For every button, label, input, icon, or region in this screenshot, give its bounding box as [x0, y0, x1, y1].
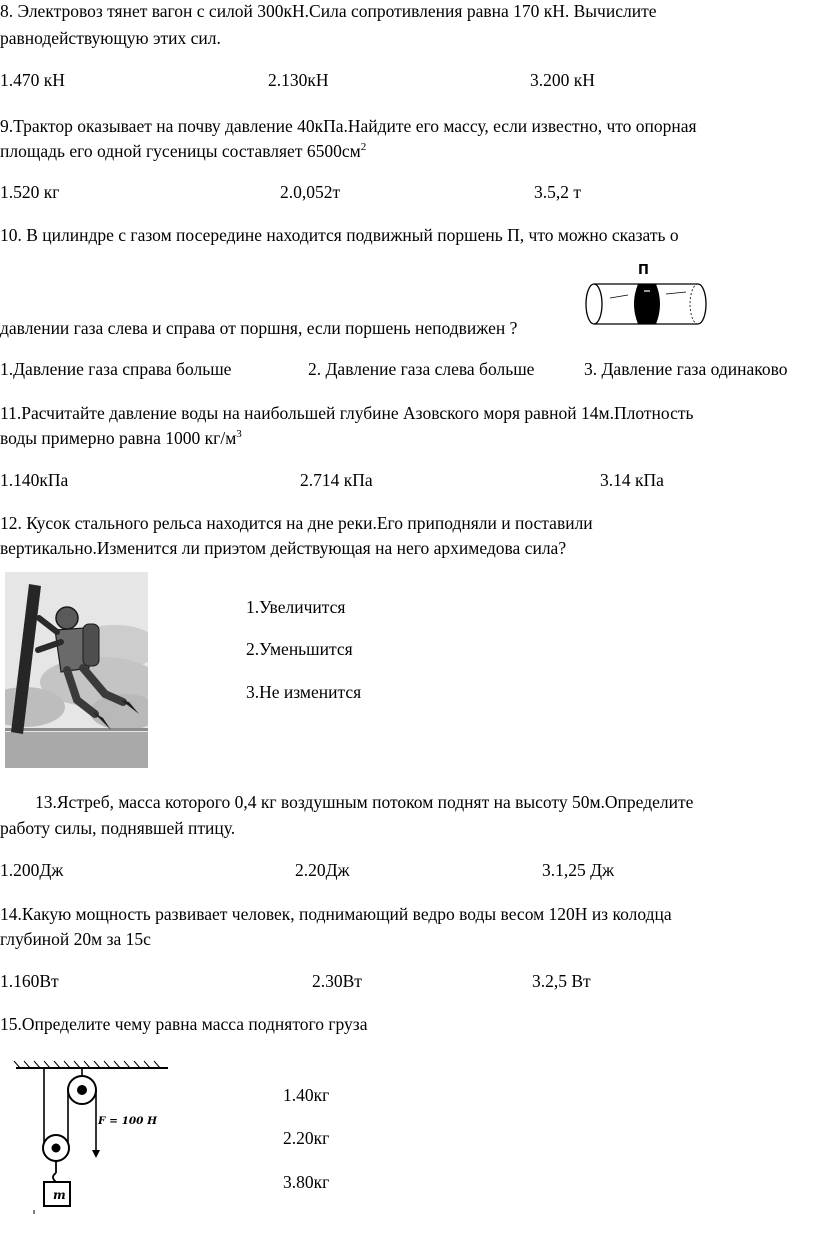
q11-text-line2: воды примерно равна 1000 $кг/м^3$: [0, 428, 242, 448]
q9-superscript: 2: [360, 141, 367, 154]
q8-option-2: 2.130кН: [268, 70, 329, 90]
diver-with-rail-image: [5, 572, 148, 768]
piston-shape: [634, 284, 660, 324]
q10-text-line2: давлении газа слева и справа от поршня, если поршень неподвижен ?: [0, 318, 518, 338]
q13-option-2: 2.20Дж: [295, 860, 350, 880]
force-label: F = 100 Н: [98, 1115, 158, 1127]
q9-text-line2: площадь его одной гусеницы составляет $6500см^2$: [0, 141, 367, 161]
q13-option-3: 3.1,25 Дж: [542, 860, 615, 880]
q12-text-line1: 12. Кусок стального рельса находится на дне реки.Его приподняли и поставили: [0, 513, 593, 533]
q14-option-2: 2.30Вт: [312, 971, 362, 991]
q9-option-2: 2.0,052т: [280, 182, 341, 202]
q9-option-3: 3.5,2 т: [534, 182, 582, 202]
q11-option-2: 2.714 кПа: [300, 470, 373, 490]
piston-label: П: [638, 263, 649, 278]
q11-text-line1: 11.Расчитайте давление воды на наибольшей глубине Азовского моря равной 14м.Плотность: [0, 403, 694, 423]
q9-option-1: 1.520 кг: [0, 182, 60, 202]
diver-helmet: [56, 607, 78, 629]
pulley-system-figure: [12, 1058, 172, 1218]
q10-option-3: 3. Давление газа одинаково: [584, 359, 788, 379]
q14-option-3: 3.2,5 Вт: [532, 971, 591, 991]
q10-option-2: 2. Давление газа слева больше: [308, 359, 535, 379]
q11-superscript: 3: [236, 428, 242, 441]
q13-text-line2: работу силы, поднявшей птицу.: [0, 818, 236, 838]
q8-text-line1: 8. Электровоз тянет вагон с силой 300кН.Сила сопротивления равна 170 кН. Вычислите: [0, 1, 657, 21]
cylinder-piston-figure: [580, 262, 712, 330]
q9-text-line1: 9.Трактор оказывает на почву давление 40кПа.Найдите его массу, если известно, что опорная: [0, 116, 697, 136]
q14-text-line2: глубиной 20м за 15с: [0, 929, 151, 949]
q8-text-line2: равнодействующую этих сил.: [0, 28, 221, 48]
q14-option-1: 1.160Вт: [0, 971, 59, 991]
q14-text-line1: 14.Какую мощность развивает человек, поднимающий ведро воды весом 120Н из колодца: [0, 904, 672, 924]
q12-option-1: 1.Увеличится: [246, 597, 346, 617]
q15-option-3: 3.80кг: [283, 1172, 330, 1192]
q8-option-3: 3.200 кН: [530, 70, 595, 90]
q11-option-3: 3.14 кПа: [600, 470, 664, 490]
q15-option-1: 1.40кг: [283, 1085, 330, 1105]
q10-option-1: 1.Давление газа справа больше: [0, 359, 232, 379]
q8-option-1: 1.470 кН: [0, 70, 65, 90]
q12-option-3: 3.Не изменится: [246, 682, 362, 702]
mass-label: m: [53, 1188, 66, 1202]
q10-text-line1: 10. В цилиндре с газом посередине находится подвижный поршень П, что можно сказать о: [0, 225, 679, 245]
q11-option-1: 1.140кПа: [0, 470, 69, 490]
q15-option-2: 2.20кг: [283, 1128, 330, 1148]
q15-text-line1: 15.Определите чему равна масса поднятого груза: [0, 1014, 368, 1034]
q12-text-line2: вертикально.Изменится ли приэтом действующая на него архимедова сила?: [0, 538, 567, 558]
q13-text-line1: 13.Ястреб, масса которого 0,4 кг воздушным потоком поднят на высоту 50м.Определите: [35, 792, 694, 812]
q12-option-2: 2.Уменьшится: [246, 639, 353, 659]
q13-option-1: 1.200Дж: [0, 860, 64, 880]
